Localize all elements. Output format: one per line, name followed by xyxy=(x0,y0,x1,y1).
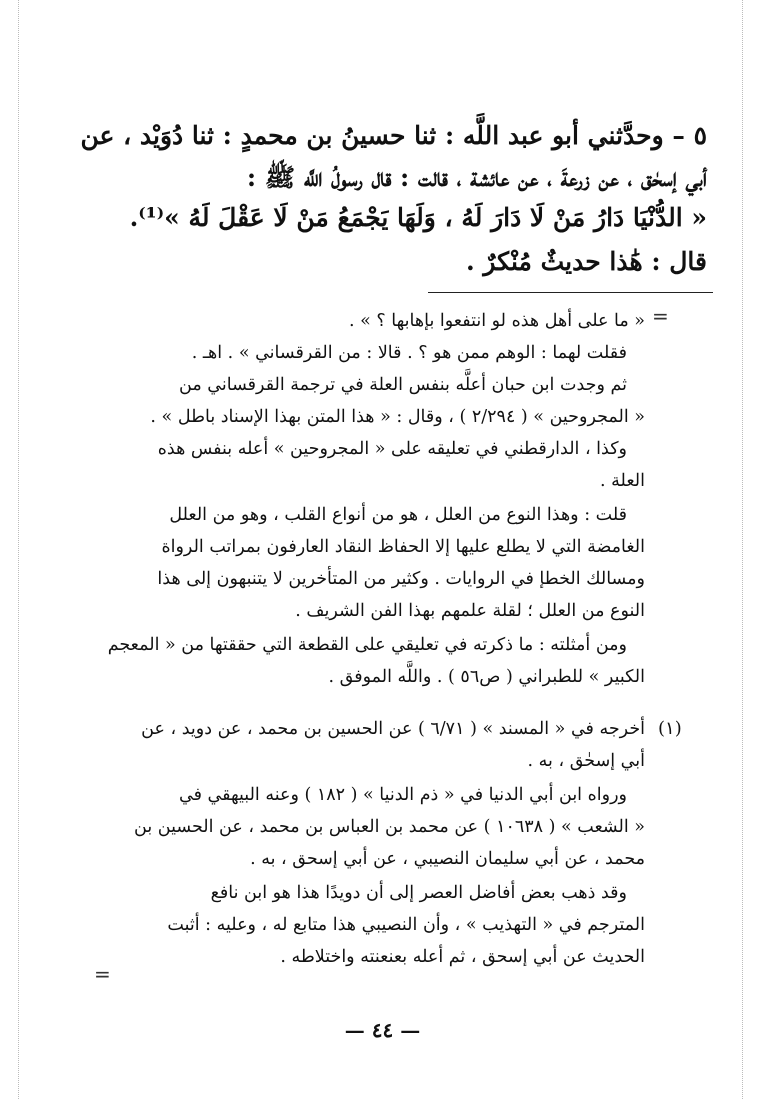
footnote-line: ثم وجدت ابن حبان أعلَّه بنفس العلة في ترجمة القرقساني من xyxy=(179,375,627,395)
footnote-line: الكبير » للطبراني ( ص٥٦ ) . واللَّه الموفق . xyxy=(328,667,645,687)
footnote-line: المترجم في « التهذيب » ، وأن النصيبي هذا متابع له ، وعليه : أثبت xyxy=(167,915,645,935)
footnote-line: النوع من العلل ؛ لقلة علمهم بهذا الفن الشريف . xyxy=(295,601,645,621)
footnote-line: محمد ، عن أبي سليمان النصيبي ، عن أبي إسحق ، به . xyxy=(250,849,645,869)
footnote-line: الحديث عن أبي إسحق ، ثم أعله بعنعنته واختلاطه . xyxy=(280,947,645,967)
footnote-line: قلت : وهذا النوع من العلل ، هو من أنواع القلب ، وهو من العلل xyxy=(169,505,627,525)
continuation-mark: = xyxy=(652,304,669,328)
main-text-line: ٥ – وحدَّثني أبو عبد اللَّه : ثنا حسينُ بن محمدٍ : ثنا دُوَيْد ، عن xyxy=(80,121,707,150)
main-text-line: أبي إسحٰق ، عن زرعةَ ، عن عائشة ، قالت : قال رسولُ اللَّه ﷺ : xyxy=(246,163,707,192)
continuation-mark: = xyxy=(94,962,111,986)
footnote-line: « الشعب » ( ١٠٦٣٨ ) عن محمد بن العباس بن محمد ، عن الحسين بن xyxy=(134,817,645,837)
footnote-line: الغامضة التي لا يطلع عليها إلا الحفاظ النقاد العارفون بمراتب الرواة xyxy=(161,537,645,557)
scan-edge-dots-left xyxy=(18,0,19,1099)
footnote-line: ومسالك الخطإ في الروايات . وكثير من المتأخرين لا يتنبهون إلى هذا xyxy=(157,569,645,589)
footnote-separator xyxy=(428,292,713,293)
footnote-line: « ما على أهل هذه لو انتفعوا بإهابها ؟ » . xyxy=(349,311,645,331)
footnote-line: وكذا ، الدارقطني في تعليقه على « المجروحين » أعله بنفس هذه xyxy=(157,439,627,459)
footnote-line: أخرجه في « المسند » ( ٦/٧١ ) عن الحسين بن محمد ، عن دويد ، عن xyxy=(141,719,645,739)
main-text-line: « الدُّنْيَا دَارُ مَنْ لَا دَارَ لَهُ ، وَلَهَا يَجْمَعُ مَنْ لَا عَقْلَ لَهُ »⁽¹⁾. xyxy=(129,203,707,232)
footnote-number: (١) xyxy=(658,718,682,739)
footnote-line: أبي إسحٰق ، به . xyxy=(527,751,645,771)
footnote-line: « المجروحين » ( ٢/٢٩٤ ) ، وقال : « هذا المتن بهذا الإسناد باطل » . xyxy=(150,407,645,427)
main-text-line: قال : هَٰذا حديثٌ مُنْكرٌ . xyxy=(465,247,707,276)
page-number: — ٤٤ — xyxy=(344,1018,421,1042)
footnote-line: وقد ذهب بعض أفاضل العصر إلى أن دويدًا هذا هو ابن نافع xyxy=(210,883,627,903)
footnote-line: ورواه ابن أبي الدنيا في « ذم الدنيا » ( ١٨٢ ) وعنه البيهقي في xyxy=(179,785,627,805)
scan-edge-dots-right xyxy=(742,0,743,1099)
footnote-line: ومن أمثلته : ما ذكرته في تعليقي على القطعة التي حققتها من « المعجم xyxy=(107,635,627,655)
footnote-line: العلة . xyxy=(600,471,645,491)
footnote-line: فقلت لهما : الوهم ممن هو ؟ . قالا : من القرقساني » . اهـ . xyxy=(191,343,627,363)
